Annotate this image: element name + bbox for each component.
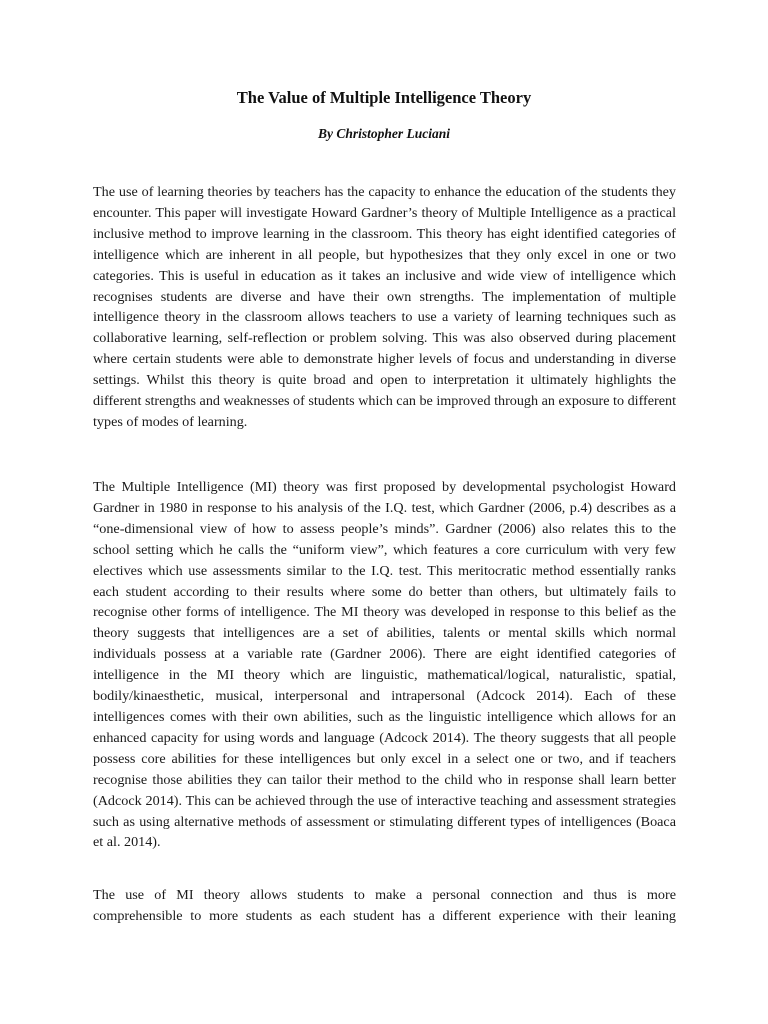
paragraph-mi-theory-background: The Multiple Intelligence (MI) theory was first proposed by developmental psychologist Howard Gardner in 1980 in response to his analysis of the I.Q. test, which Gardner (2006, p.4) describes as a “one-dimensional view of how to assess people’s minds”. Gardner (2006) also relates this to the school setting which he calls the “uniform view”, which features a core curriculum with very few electives which use assessments similar to the I.Q. test. This meritocratic method essentially ranks each student according to their results where some do better than others, but ultimately fails to recognise other forms of intelligence. The MI theory was developed in response to this belief as the theory suggests that intelligences are a set of abilities, talents or mental skills which normal individuals possess at a variable rate (Gardner 2006). There are eight identified categories of intelligence in the MI theory which are linguistic, mathematical/logical, naturalistic, spatial, bodily/kinaesthetic, musical, interpersonal and intrapersonal (Adcock 2014). Each of these intelligences comes with their own abilities, such as the linguistic intelligence which allows for an enhanced capacity for using words and language (Adcock 2014). The theory suggests that all people possess core abilities for these intelligences but only excel in a select one or two, and if teachers recognise those abilities they can tailor their method to the child who in response shall learn better (Adcock 2014). This can be achieved through the use of interactive teaching and assessment strategies such as using alternative methods of assessment or stimulating different types of intelligences (Boaca et al. 2014). — [93, 479, 676, 851]
paragraph-personal-connection — [93, 885, 676, 927]
paragraph-introduction: The use of learning theories by teachers has the capacity to enhance the education of the students they encounter. This paper will investigate Howard Gardner’s theory of Multiple Intelligence as a practical inclusive method to improve learning in the classroom. This theory has eight identified categories of intelligence which are inherent in all people, but hypothesizes that they only excel in one or two categories. This is useful in education as it takes an inclusive and wide view of intelligence which recognises students are diverse and have their own strengths. The implementation of multiple intelligence theory in the classroom allows teachers to use a variety of learning techniques such as collaborative learning, self-reflection or problem solving. This was also observed during placement where certain students were able to demonstrate higher levels of focus and understanding in diverse settings. Whilst this theory is quite broad and open to interpretation it ultimately highlights the different strengths and weaknesses of students which can be improved through an exposure to different types of modes of learning. — [93, 184, 677, 430]
author-byline: By Christopher Luciani — [317, 126, 451, 141]
paragraph-line: The use of MI theory allows students to make a personal connection and thus is more — [93, 887, 676, 903]
document-title: The Value of Multiple Intelligence Theory — [236, 88, 532, 107]
paragraph-line: comprehensible to more students as each student has a different experience with their leaning — [93, 907, 676, 924]
